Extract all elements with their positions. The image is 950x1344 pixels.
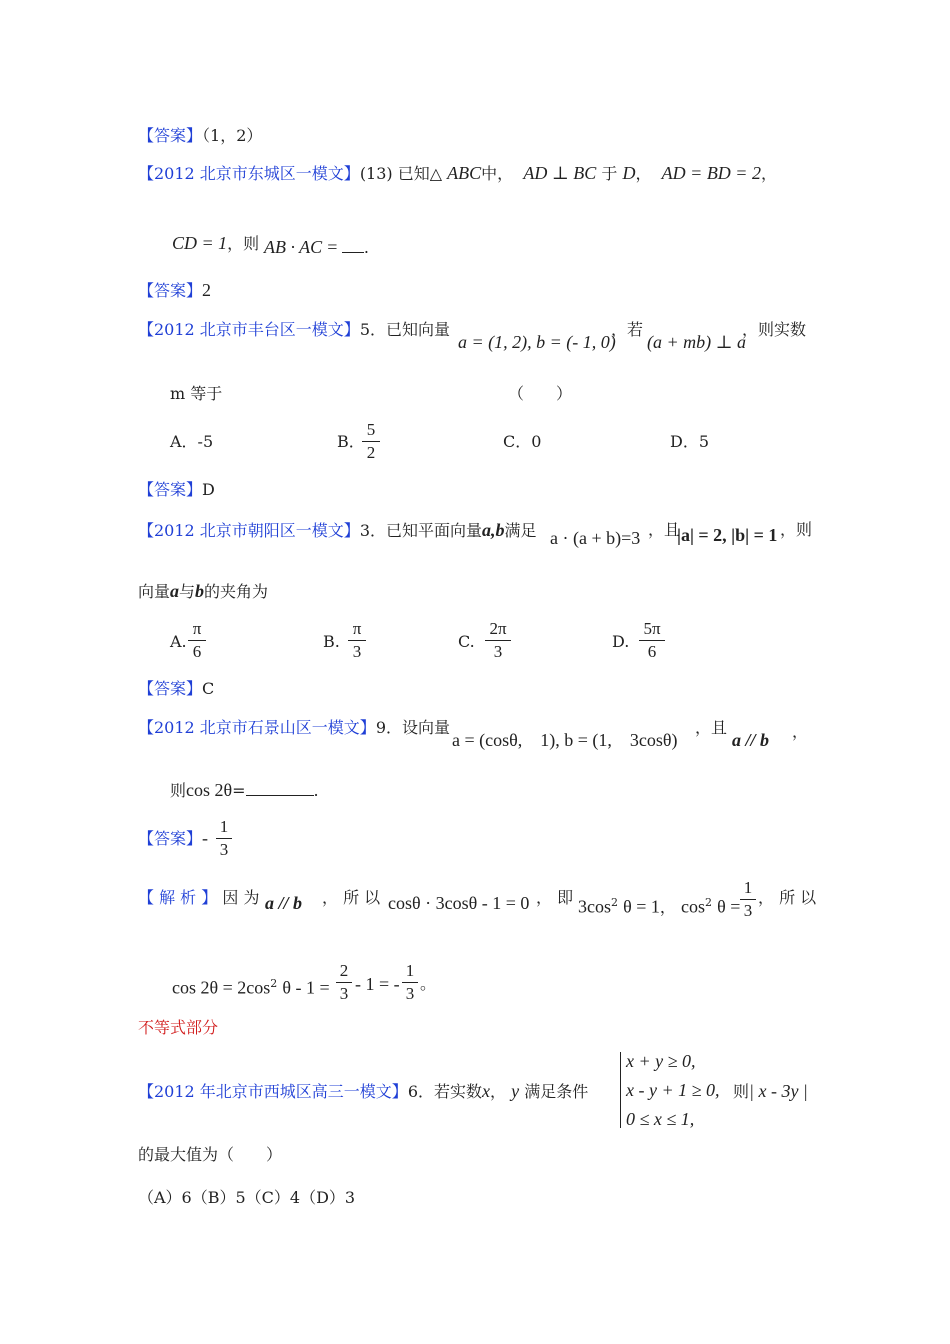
math-expr: (a + mb) ⊥ a <box>647 332 747 352</box>
solution-line-2b <box>355 973 400 996</box>
option-c <box>458 631 475 653</box>
answer-blank <box>342 252 364 253</box>
answer-line-1 <box>138 125 262 147</box>
question-text: 中， <box>481 164 514 183</box>
fraction <box>336 961 352 1004</box>
condition-1 <box>626 1050 696 1073</box>
fraction <box>188 619 206 662</box>
question-text: 满足 <box>504 521 537 540</box>
numerator: 1 <box>219 817 229 836</box>
denominator: 2 <box>366 443 376 462</box>
solution-e1 <box>388 892 529 915</box>
option-c <box>503 431 541 453</box>
question-text: ， <box>792 722 809 741</box>
question-text: (13) 已知△ <box>359 164 443 183</box>
math-expr: cos 2θ = 2cos <box>172 977 271 998</box>
math-expr: 0 ≤ x ≤ 1, <box>626 1109 695 1129</box>
option-d <box>612 631 629 653</box>
question-9-par <box>732 729 769 752</box>
question-3-line-1 <box>138 519 537 542</box>
question-text: （ ） <box>508 384 573 403</box>
fraction <box>216 817 232 860</box>
answer-tag: 【答案】 <box>138 281 203 300</box>
numerator: 5 <box>366 420 376 439</box>
question-6-line-1 <box>138 1080 588 1103</box>
fraction <box>362 420 380 463</box>
question-text: 3．已知平面向量 <box>359 521 482 540</box>
question-source: 【2012 北京市东城区一模文】 <box>138 164 360 183</box>
option-a <box>170 631 187 653</box>
question-text: 与 <box>179 582 196 601</box>
solution-line-2 <box>172 973 330 999</box>
solution-par <box>265 892 302 915</box>
question-text: ， <box>490 1082 507 1101</box>
fraction-bar <box>216 838 232 839</box>
fraction <box>639 619 665 662</box>
math-expr: CD = 1 <box>172 233 228 253</box>
question-text: ， <box>635 164 652 183</box>
solution-text: 因 为 <box>222 888 260 907</box>
question-text: m 等于 <box>170 384 223 403</box>
math-expr: ABC <box>447 163 482 183</box>
math-expr: x - y + 1 ≥ 0, <box>626 1080 720 1100</box>
question-text: 则 <box>733 1082 750 1101</box>
question-text: 向量 <box>138 582 171 601</box>
math-expr: AD = BD = 2 <box>661 163 761 183</box>
option-d <box>670 431 709 453</box>
fraction-bar <box>402 982 418 983</box>
denominator: 3 <box>743 901 753 920</box>
question-text: ，则 <box>780 520 813 539</box>
answer-tag: 【答案】 <box>138 480 203 499</box>
fraction <box>402 961 418 1004</box>
math-expr: θ = <box>717 896 741 917</box>
question-3-tail <box>780 519 812 541</box>
option-text: D. <box>612 632 630 651</box>
solution-t2 <box>322 887 380 909</box>
option-a <box>170 431 213 453</box>
math-expr: - 1 = - <box>355 974 400 994</box>
question-6-options <box>138 1187 355 1209</box>
question-text: 的最大值为（ ） <box>138 1145 283 1164</box>
question-text: ， <box>760 164 777 183</box>
solution-text: ， 所 以 <box>758 888 817 907</box>
solution-e3 <box>681 892 740 918</box>
question-5-ruo <box>611 319 643 341</box>
option-text: A. <box>170 632 187 651</box>
numerator: 1 <box>405 961 415 980</box>
answer-text: （1，2） <box>202 126 263 145</box>
answer-tag: 【答案】 <box>138 829 203 848</box>
question-source: 【2012 北京市丰台区一模文】 <box>138 320 360 339</box>
math-expr: |a| = 2, |b| = 1 <box>677 525 778 545</box>
section-title <box>138 1017 218 1039</box>
question-text: 6．若实数 <box>407 1082 482 1101</box>
math-expr: | x - 3y | <box>749 1081 808 1101</box>
exponent: 2 <box>270 977 278 990</box>
answer-text: 2 <box>202 280 212 300</box>
solution-text: ， 所 以 <box>322 888 381 907</box>
math-expr: a <box>170 581 180 601</box>
option-b <box>323 631 340 653</box>
question-13-line-2-expr <box>264 236 369 259</box>
numerator: 2π <box>489 619 507 638</box>
math-expr: cos <box>681 896 705 917</box>
condition-3 <box>626 1108 694 1131</box>
question-9-tail <box>792 721 808 743</box>
question-3-line-2 <box>138 580 268 603</box>
answer-blank <box>246 795 314 796</box>
question-text: . <box>313 781 319 800</box>
question-text: ，则实数 <box>742 320 807 339</box>
answer-text: D <box>202 480 215 499</box>
fraction-bar <box>336 982 352 983</box>
fraction-bar <box>485 640 511 641</box>
math-expr: cosθ · 3cosθ - 1 = 0 <box>388 893 530 913</box>
math-expr: = <box>327 237 342 257</box>
question-text: 的夹角为 <box>204 582 269 601</box>
question-source: 【2012 北京市石景山区一模文】 <box>138 718 376 737</box>
answer-text: C <box>202 679 215 698</box>
denominator: 3 <box>405 984 415 1003</box>
math-expr: x + y ≥ 0, <box>626 1051 696 1071</box>
question-13-line-1 <box>138 162 777 185</box>
math-expr: a,b <box>482 520 505 540</box>
question-text: 9．设向量 <box>375 718 450 737</box>
option-text: （A）6（B）5（C）4（D）3 <box>138 1188 356 1207</box>
answer-tag: 【答案】 <box>138 126 203 145</box>
option-text: B． <box>337 432 365 451</box>
math-expr: x <box>482 1081 490 1101</box>
answer-line-4 <box>138 678 214 700</box>
denominator: 3 <box>339 984 349 1003</box>
option-text: A．-5 <box>170 432 214 451</box>
numerator: 2 <box>339 961 349 980</box>
solution-line-2c <box>420 973 436 995</box>
fraction <box>485 619 511 662</box>
math-expr: a = (1, 2), b = (- 1, 0) <box>458 332 616 352</box>
question-text: . <box>363 238 370 257</box>
fraction-bar <box>362 441 380 442</box>
question-5-tail <box>742 319 806 341</box>
fraction <box>348 619 366 662</box>
exponent: 2 <box>611 896 618 909</box>
question-text: 5．已知向量 <box>359 320 450 339</box>
denominator: 3 <box>352 642 362 661</box>
math-expr: θ = 1 <box>623 896 660 917</box>
question-6-line-2 <box>138 1144 282 1166</box>
question-9-vec <box>452 729 678 752</box>
question-text: 满足条件 <box>524 1082 589 1101</box>
math-expr: cos 2θ <box>186 780 233 800</box>
math-expr: y <box>511 1081 520 1101</box>
math-expr: b <box>195 581 205 601</box>
question-9-line-1 <box>138 717 450 739</box>
question-source: 【2012 北京市朝阳区一模文】 <box>138 521 360 540</box>
math-expr: - <box>202 828 209 848</box>
question-5-line-2 <box>170 383 222 405</box>
section-title-text: 不等式部分 <box>138 1018 219 1037</box>
option-text: D．5 <box>670 432 710 451</box>
math-expr: AD ⊥ BC <box>523 163 597 183</box>
question-3-mod <box>677 524 777 547</box>
solution-tag: 【 解 析 】 <box>138 888 218 907</box>
math-expr: a = (cosθ, 1), b = (1, 3cosθ) <box>452 730 678 750</box>
solution-text: 。 <box>420 974 437 993</box>
option-b <box>337 431 365 453</box>
question-5-vec <box>458 331 616 354</box>
question-source: 【2012 年北京市西城区高三一模文】 <box>138 1082 408 1101</box>
numerator: π <box>352 619 362 638</box>
answer-paren <box>508 383 572 405</box>
question-5-cond <box>647 331 746 354</box>
exponent: 2 <box>705 896 712 909</box>
math-expr: a · (a + b)=3 <box>550 528 641 548</box>
question-text: ，且 <box>695 718 728 737</box>
denominator: 3 <box>219 840 229 859</box>
question-text: 则 <box>170 781 187 800</box>
question-text: ，且 <box>648 520 681 539</box>
math-expr: a // b <box>265 893 303 913</box>
solution-text: ， 即 <box>536 888 574 907</box>
question-5-line-1 <box>138 319 450 341</box>
option-text: C. <box>458 632 475 651</box>
solution-text: ， <box>659 897 676 917</box>
solution-e2 <box>578 892 676 918</box>
system-brace <box>620 1052 621 1128</box>
math-expr: AB · AC <box>264 237 323 257</box>
question-9-qie <box>695 717 727 739</box>
math-expr: a // b <box>732 730 770 750</box>
math-expr: 3cos <box>578 896 611 917</box>
question-9-line-2 <box>170 779 319 802</box>
numerator: π <box>192 619 202 638</box>
fraction-bar <box>348 640 366 641</box>
denominator: 6 <box>647 642 657 661</box>
numerator: 1 <box>743 878 753 897</box>
question-3-qie <box>648 519 680 541</box>
denominator: 3 <box>493 642 503 661</box>
question-text: ，则 <box>227 234 260 253</box>
fraction <box>740 878 756 921</box>
denominator: 6 <box>192 642 202 661</box>
fraction-bar <box>188 640 206 641</box>
answer-line-5 <box>138 827 208 850</box>
math-expr: θ - 1 = <box>282 977 330 998</box>
question-6-ze <box>733 1080 808 1103</box>
answer-line-3 <box>138 479 215 501</box>
condition-2 <box>626 1079 720 1102</box>
answer-tag: 【答案】 <box>138 679 203 698</box>
question-text: 于 <box>601 164 618 183</box>
numerator: 5π <box>643 619 661 638</box>
solution-line-1 <box>138 887 259 909</box>
question-13-line-2 <box>172 232 259 255</box>
math-expr: D <box>622 163 636 183</box>
question-3-cond <box>550 527 640 550</box>
question-text: ，若 <box>611 320 644 339</box>
fraction-bar <box>639 640 665 641</box>
option-text: C．0 <box>503 432 542 451</box>
option-text: B. <box>323 632 340 651</box>
solution-t3 <box>536 887 573 909</box>
solution-t5 <box>758 887 816 909</box>
answer-line-2 <box>138 279 211 302</box>
question-text: = <box>232 781 246 800</box>
fraction-bar <box>740 899 756 900</box>
